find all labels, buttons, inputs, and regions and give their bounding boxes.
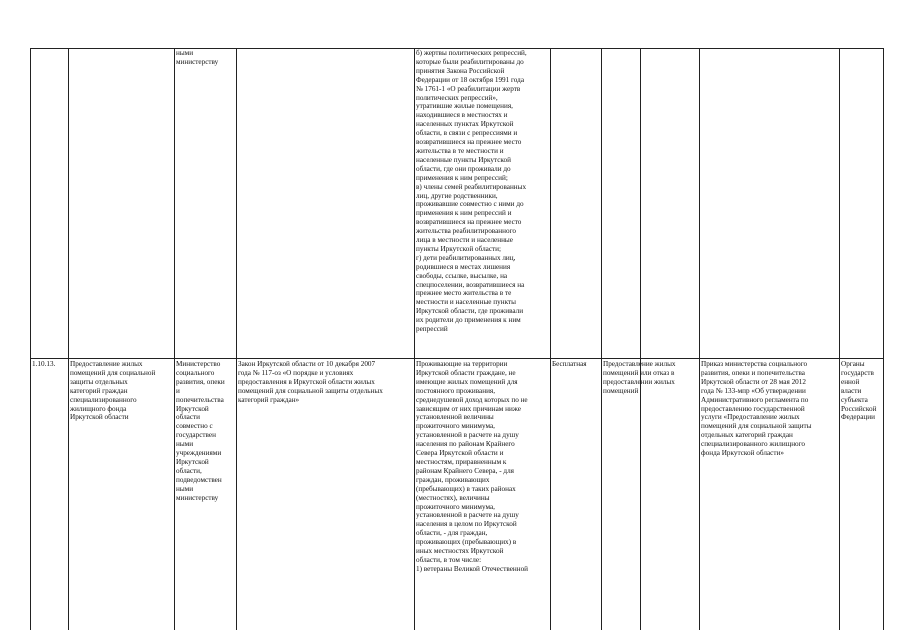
text-line: Федерации от 18 октября 1991 года bbox=[416, 75, 525, 84]
text-line: учреждениями bbox=[176, 449, 222, 458]
text-line: Севера Иркутской области и bbox=[416, 449, 504, 458]
column-divider bbox=[550, 48, 551, 630]
column-divider bbox=[699, 48, 700, 630]
text-line: развития, опеки и попечительства bbox=[701, 368, 805, 377]
row1-authority-cell bbox=[176, 49, 234, 67]
row1-recipients-cell bbox=[416, 49, 549, 334]
text-line: прожиточного минимума, bbox=[416, 422, 495, 431]
text-line: населения по районам Крайнего bbox=[416, 440, 515, 449]
text-line: защиты отдельных bbox=[70, 377, 128, 386]
text-line: лиц, другие родственники, bbox=[416, 191, 498, 200]
text-line: специализированного bbox=[70, 395, 137, 404]
text-line: категорий граждан bbox=[70, 386, 128, 395]
text-line: 1) ветераны Великой Отечественной bbox=[416, 564, 529, 573]
table-border-right bbox=[883, 48, 884, 630]
text-line: Иркутской области, где проживали bbox=[416, 307, 524, 316]
text-line: установленной в расчете на душу bbox=[416, 511, 519, 520]
regulation-cell bbox=[701, 360, 838, 458]
column-divider bbox=[640, 48, 641, 630]
text-line: Иркутской bbox=[176, 457, 209, 466]
text-line: и bbox=[176, 386, 180, 395]
text-line: применения к ним репрессий и bbox=[416, 209, 512, 218]
text-line: государств bbox=[841, 368, 874, 377]
text-line: Министерство bbox=[176, 360, 221, 368]
text-line: помещений для социальной bbox=[70, 368, 156, 377]
text-line: установленной величины bbox=[416, 413, 494, 422]
text-line: государствен bbox=[176, 431, 216, 440]
table-border-left bbox=[30, 48, 31, 630]
text-line: области, где они проживали до bbox=[416, 164, 511, 173]
text-line: установленной в расчете на душу bbox=[416, 431, 519, 440]
text-line: развития, опеки bbox=[176, 377, 225, 386]
text-line: Проживающие на территории bbox=[416, 360, 508, 368]
column-divider bbox=[601, 48, 602, 630]
text-line: прожиточного минимума, bbox=[416, 502, 495, 511]
text-line: Иркутской области граждане, не bbox=[416, 368, 516, 377]
text-line: Иркутской области от 28 мая 2012 bbox=[701, 377, 806, 386]
authority-level-cell bbox=[841, 360, 882, 422]
text-line: помещений bbox=[603, 386, 639, 395]
text-line: находившиеся в местностях и bbox=[416, 111, 508, 120]
text-line: имеющие жилых помещений для bbox=[416, 377, 518, 386]
column-divider bbox=[68, 48, 69, 630]
text-line: области, - для граждан, bbox=[416, 529, 488, 538]
text-line: помещений для социальной защиты отдельных bbox=[238, 386, 383, 395]
text-line: населенные пункты Иркутской bbox=[416, 155, 511, 164]
text-line: постоянного проживания, bbox=[416, 386, 496, 395]
text-line: иных местностях Иркутской bbox=[416, 547, 504, 556]
text-line: районам Крайнего Севера, - для bbox=[416, 466, 514, 475]
text-line: местностям, приравненным к bbox=[416, 457, 507, 466]
text-line: ными bbox=[176, 484, 194, 493]
text-line: жительства в те местности и bbox=[416, 146, 504, 155]
text-line: помещений или отказ в bbox=[603, 368, 675, 377]
text-line: отдельных категорий граждан bbox=[701, 431, 793, 440]
text-line: местности и населенные пункты bbox=[416, 298, 516, 307]
result-cell bbox=[603, 360, 698, 396]
text-line: их родители до применения к ним bbox=[416, 316, 521, 325]
text-line: Предоставление жилых bbox=[603, 360, 676, 368]
text-line: Административного регламента по bbox=[701, 395, 809, 404]
text-line: политических репрессий», bbox=[416, 93, 498, 102]
text-line: принятия Закона Российской bbox=[416, 66, 505, 75]
text-line: г) дети реабилитированных лиц, bbox=[416, 253, 516, 262]
text-line: власти bbox=[841, 386, 862, 395]
text-line: которые были реабилитированы до bbox=[416, 57, 524, 66]
recipients-cell bbox=[416, 360, 549, 574]
text-line: (пребывающих) в таких районах bbox=[416, 484, 516, 493]
text-line: граждан, проживающих bbox=[416, 475, 490, 484]
text-line: Приказ министерства социального bbox=[701, 360, 808, 368]
service-name-cell bbox=[70, 360, 173, 422]
text-line: предоставлению государственной bbox=[701, 404, 805, 413]
text-line: года № 117-оз «О порядке и условиях bbox=[238, 368, 354, 377]
text-line: жительства реабилитированного bbox=[416, 227, 516, 236]
text-line: возвратившиеся на прежнее место bbox=[416, 218, 522, 227]
text-line: субъекта bbox=[841, 395, 868, 404]
text-line: зависящим от них причинам ниже bbox=[416, 404, 521, 413]
text-line: репрессий bbox=[416, 325, 448, 334]
text-line: применения к ним репрессий; bbox=[416, 173, 508, 182]
text-line: области bbox=[176, 413, 201, 422]
text-line: ными bbox=[176, 49, 194, 57]
text-line: Предоставление жилых bbox=[70, 360, 143, 368]
text-line: ными bbox=[176, 440, 194, 449]
text-line: населенных пунктах Иркутской bbox=[416, 120, 514, 129]
text-line: утратившие жилые помещения, bbox=[416, 102, 513, 111]
text-line: населения в целом по Иркутской bbox=[416, 520, 517, 529]
text-line: лица в местности и населенные bbox=[416, 236, 513, 245]
row-number: 1.10.13. bbox=[32, 360, 56, 368]
text-line: предоставления в Иркутской области жилых bbox=[238, 377, 375, 386]
text-line: пункты Иркутской области; bbox=[416, 244, 502, 253]
authority-cell bbox=[176, 360, 234, 503]
text-line: свободы, ссылке, высылке, на bbox=[416, 271, 508, 280]
legal-basis-cell bbox=[238, 360, 413, 405]
text-line: среднедушевой доход которых по не bbox=[416, 395, 528, 404]
text-line: министерству bbox=[176, 493, 219, 502]
text-line: области, в связи с репрессиями и bbox=[416, 129, 518, 138]
text-line: Федерации bbox=[841, 413, 875, 422]
text-line: услуги «Предоставление жилых bbox=[701, 413, 800, 422]
text-line: специализированного жилищного bbox=[701, 440, 805, 449]
text-line: категорий граждан» bbox=[238, 395, 300, 404]
text-line: попечительства bbox=[176, 395, 224, 404]
column-divider bbox=[839, 48, 840, 630]
text-line: Иркутской области bbox=[70, 413, 129, 422]
column-divider bbox=[236, 48, 237, 630]
text-line: б) жертвы политических репрессий, bbox=[416, 49, 527, 57]
row-divider bbox=[30, 358, 884, 359]
column-divider bbox=[414, 48, 415, 630]
text-line: жилищного фонда bbox=[70, 404, 127, 413]
text-line: Иркутской bbox=[176, 404, 209, 413]
text-line: Российской bbox=[841, 404, 877, 413]
text-line: в) члены семей реабилитированных bbox=[416, 182, 527, 191]
text-line: предоставлении жилых bbox=[603, 377, 675, 386]
text-line: министерству bbox=[176, 57, 219, 66]
text-line: помещений для социальной защиты bbox=[701, 422, 812, 431]
text-line: проживающих (пребывающих) в bbox=[416, 538, 517, 547]
text-line: совместно с bbox=[176, 422, 213, 431]
text-line: № 1761-1 «О реабилитации жертв bbox=[416, 84, 521, 93]
text-line: возвратившиеся на прежнее место bbox=[416, 138, 522, 147]
text-line: области, в том числе: bbox=[416, 555, 482, 564]
text-line: области, bbox=[176, 466, 202, 475]
text-line: Органы bbox=[841, 360, 865, 368]
text-line: Закон Иркутской области от 10 декабря 2007 bbox=[238, 360, 376, 368]
column-divider bbox=[174, 48, 175, 630]
text-line: родившиеся в местах лишения bbox=[416, 262, 511, 271]
fee-cell bbox=[552, 360, 600, 369]
text-line: прежнее место жительства в те bbox=[416, 289, 512, 298]
text-line: (местностях), величины bbox=[416, 493, 490, 502]
row-number-cell bbox=[32, 360, 67, 369]
text-line: спецпоселении, возвратившиеся на bbox=[416, 280, 525, 289]
text-line: Бесплатная bbox=[552, 360, 587, 368]
text-line: проживавшие совместно с ними до bbox=[416, 200, 524, 209]
text-line: социального bbox=[176, 368, 215, 377]
text-line: подведомствен bbox=[176, 475, 222, 484]
text-line: года № 133-мпр «Об утверждении bbox=[701, 386, 806, 395]
text-line: фонда Иркутской области» bbox=[701, 449, 784, 458]
text-line: енной bbox=[841, 377, 860, 386]
